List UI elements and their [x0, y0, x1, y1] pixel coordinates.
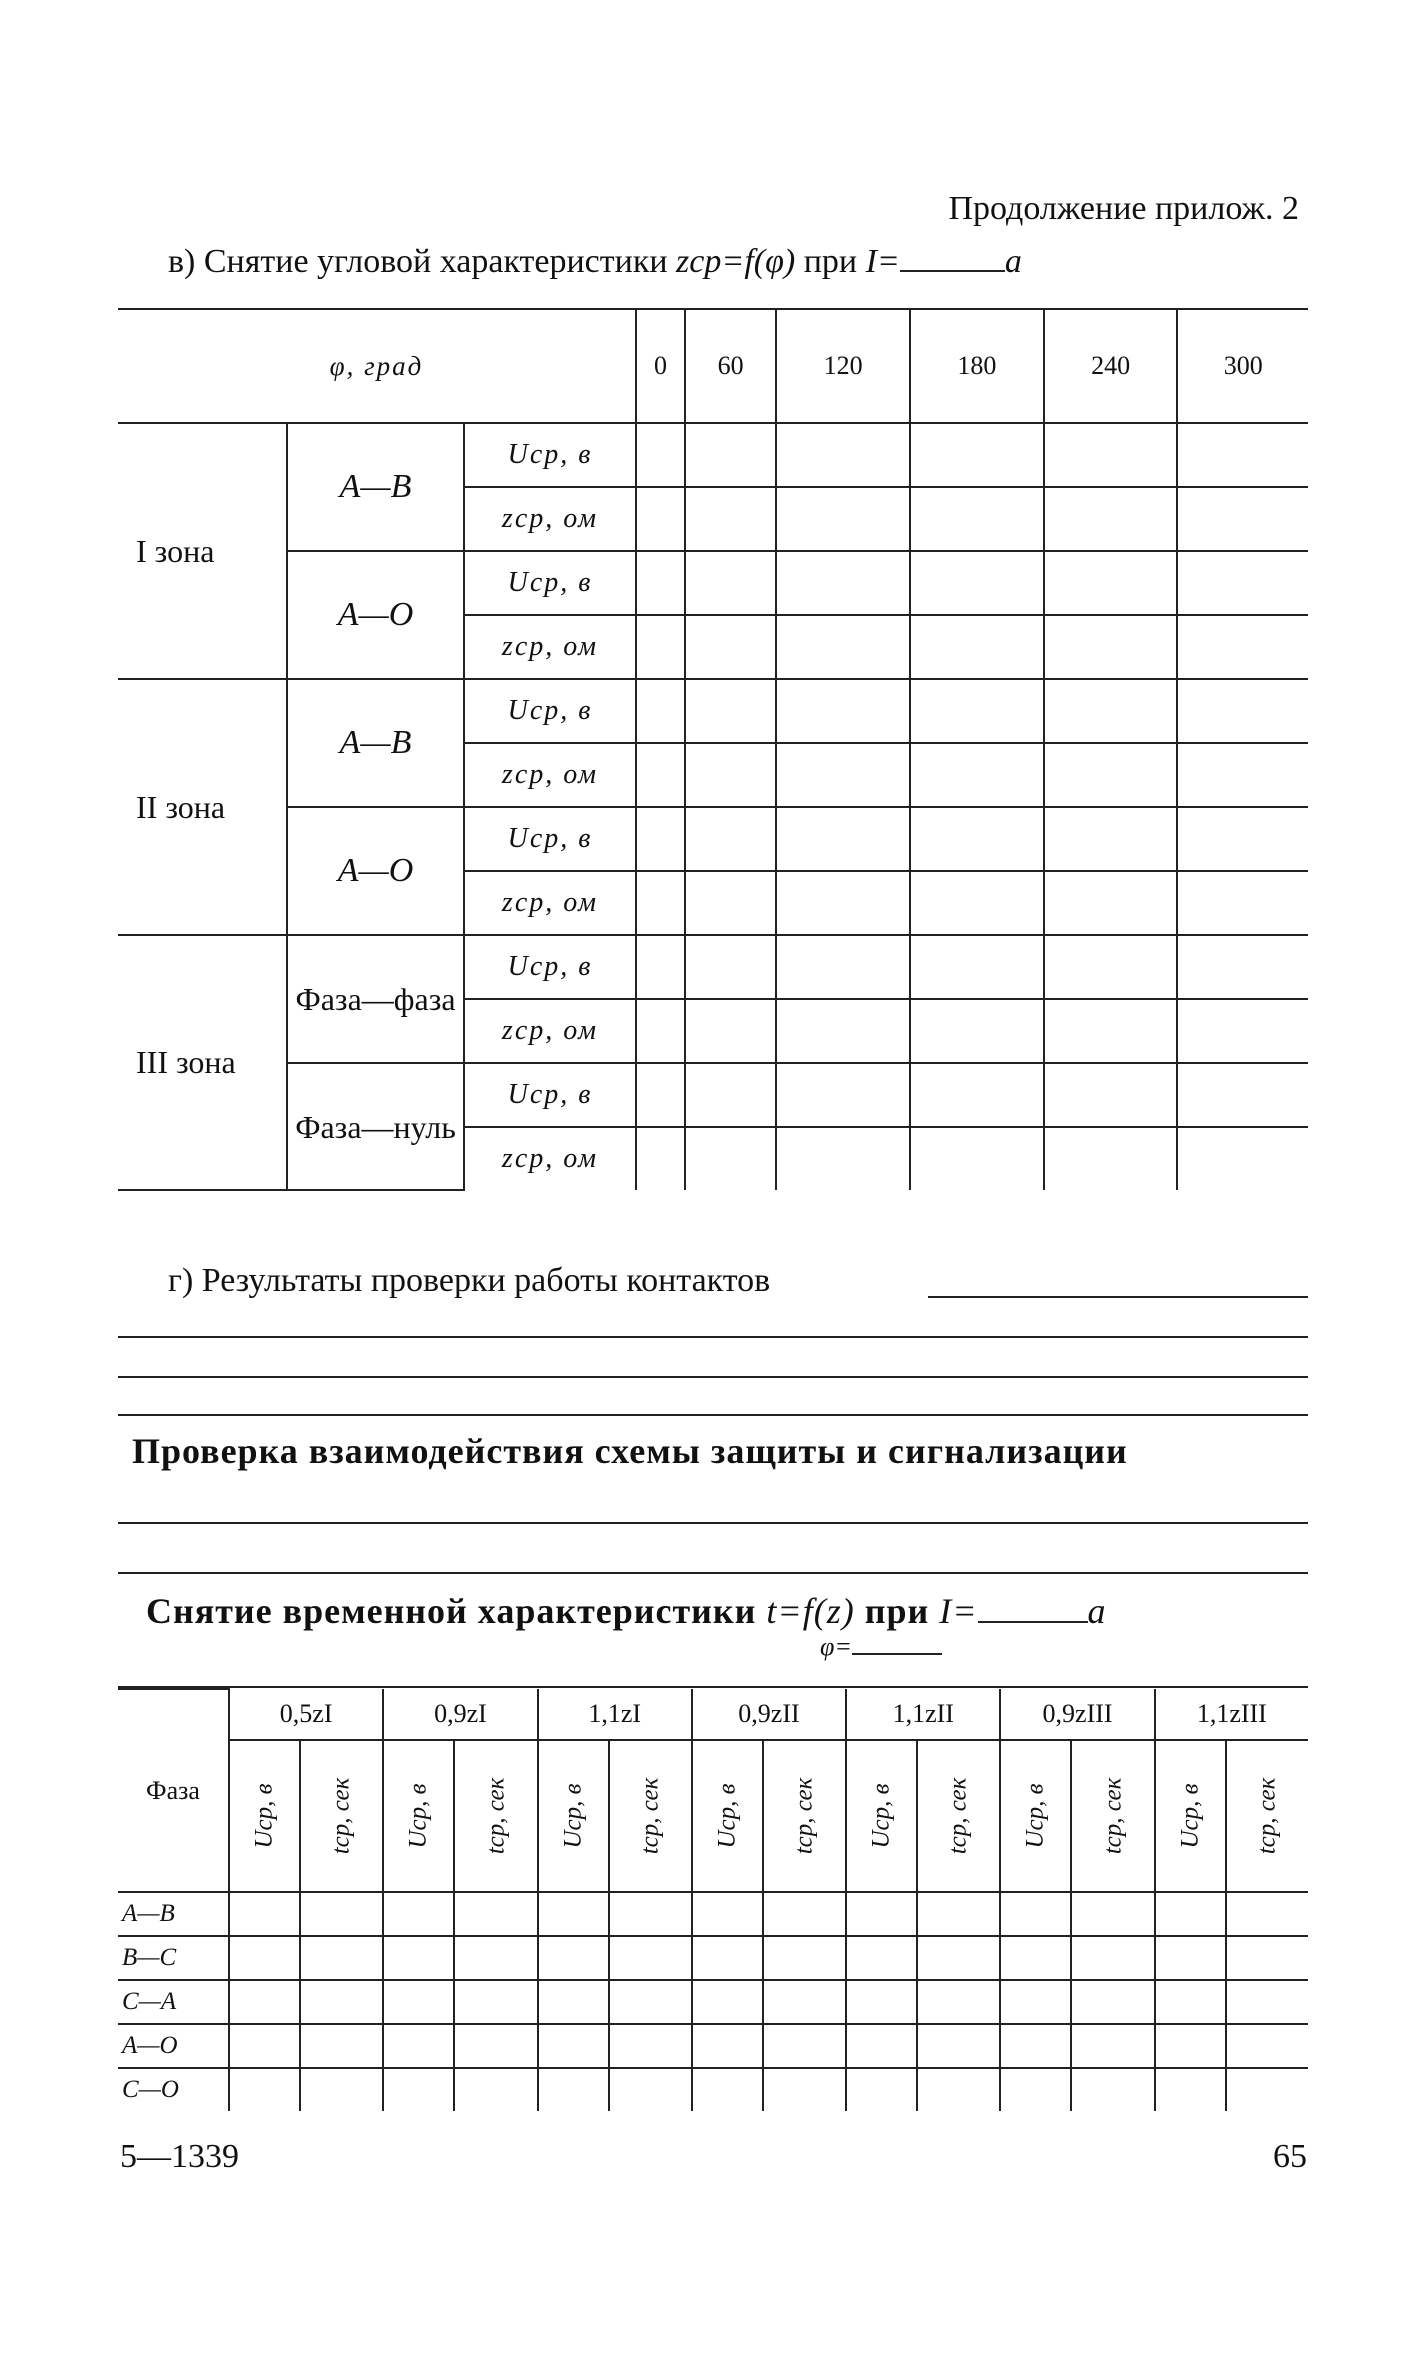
value-cell — [229, 2068, 300, 2111]
pair-label: A—B — [287, 423, 464, 551]
value-cell — [636, 871, 685, 935]
value-cell — [538, 1892, 609, 1936]
sub-header: tср, сек — [1099, 1777, 1127, 1855]
angle-header: 0 — [636, 310, 685, 423]
sub-header: Uср, в — [1176, 1783, 1204, 1849]
value-cell — [1044, 487, 1178, 551]
phase-header: Фаза — [118, 1689, 229, 1892]
value-cell — [692, 1892, 763, 1936]
value-cell — [1044, 1063, 1178, 1127]
value-cell — [1071, 1936, 1154, 1980]
value-cell — [609, 1980, 692, 2024]
value-cell — [1044, 935, 1178, 999]
sub-header: tср, сек — [636, 1777, 664, 1855]
value-cell — [229, 1936, 300, 1980]
value-cell — [1000, 2024, 1071, 2068]
value-cell — [1044, 999, 1178, 1063]
value-cell — [910, 423, 1044, 487]
value-cell — [763, 2024, 846, 2068]
value-cell — [685, 1127, 776, 1190]
value-cell — [776, 615, 910, 679]
value-cell — [685, 807, 776, 871]
value-cell — [454, 1936, 537, 1980]
value-cell — [917, 1892, 1000, 1936]
pair-label: A—B — [287, 679, 464, 807]
value-cell — [917, 2068, 1000, 2111]
value-cell — [910, 1127, 1044, 1190]
value-cell — [636, 743, 685, 807]
pair-label: Фаза—нуль — [287, 1063, 464, 1190]
value-cell — [1226, 1980, 1308, 2024]
value-cell — [636, 807, 685, 871]
quantity-label: Uср, в — [464, 679, 636, 743]
quantity-label: Uср, в — [464, 935, 636, 999]
value-cell — [1071, 2024, 1154, 2068]
value-cell — [763, 1892, 846, 1936]
value-cell — [685, 423, 776, 487]
value-cell — [1177, 999, 1308, 1063]
value-cell — [917, 1936, 1000, 1980]
value-cell — [1177, 871, 1308, 935]
value-cell — [636, 1127, 685, 1190]
angle-header: 240 — [1044, 310, 1178, 423]
angle-header: 60 — [685, 310, 776, 423]
sub-header: Uср, в — [250, 1783, 278, 1849]
group-header: 0,9zI — [383, 1689, 537, 1740]
value-cell — [1155, 1936, 1226, 1980]
value-cell — [300, 1892, 383, 1936]
value-cell — [776, 743, 910, 807]
pair-label: Фаза—фаза — [287, 935, 464, 1063]
value-cell — [776, 679, 910, 743]
value-cell — [229, 1892, 300, 1936]
quantity-label: zср, ом — [464, 487, 636, 551]
value-cell — [685, 551, 776, 615]
value-cell — [776, 1063, 910, 1127]
value-cell — [1044, 615, 1178, 679]
value-cell — [776, 871, 910, 935]
phase-label: A—O — [118, 2024, 229, 2068]
value-cell — [609, 2068, 692, 2111]
value-cell — [910, 999, 1044, 1063]
value-cell — [538, 1980, 609, 2024]
sub-header: Uср, в — [559, 1783, 587, 1849]
zone-label: III зона — [118, 935, 287, 1190]
value-cell — [454, 2024, 537, 2068]
value-cell — [1071, 2068, 1154, 2111]
quantity-label: Uср, в — [464, 1063, 636, 1127]
value-cell — [636, 615, 685, 679]
sub-header: tср, сек — [1253, 1777, 1281, 1855]
value-cell — [1177, 743, 1308, 807]
value-cell — [609, 1936, 692, 1980]
value-cell — [776, 807, 910, 871]
value-cell — [636, 551, 685, 615]
value-cell — [454, 1980, 537, 2024]
value-cell — [917, 2024, 1000, 2068]
value-cell — [1155, 2068, 1226, 2111]
value-cell — [636, 423, 685, 487]
value-cell — [1177, 807, 1308, 871]
value-cell — [776, 423, 910, 487]
value-cell — [763, 1936, 846, 1980]
group-header: 1,1zII — [846, 1689, 1000, 1740]
value-cell — [300, 1936, 383, 1980]
quantity-label: zср, ом — [464, 1127, 636, 1190]
group-header: 0,5zI — [229, 1689, 383, 1740]
value-cell — [383, 2068, 454, 2111]
value-cell — [1177, 615, 1308, 679]
value-cell — [383, 2024, 454, 2068]
quantity-label: zср, ом — [464, 743, 636, 807]
quantity-label: Uср, в — [464, 807, 636, 871]
section-d-title: г) Результаты проверки работы контактов — [168, 1262, 771, 1299]
value-cell — [636, 679, 685, 743]
value-cell — [1000, 1936, 1071, 1980]
angular-characteristic-table — [118, 310, 1308, 1191]
value-cell — [1044, 1127, 1178, 1190]
section-c-title: в) Снятие угловой характеристики zср=f(φ) при I= a — [168, 243, 1022, 280]
value-cell — [910, 871, 1044, 935]
value-cell — [763, 2068, 846, 2111]
quantity-label: zср, ом — [464, 871, 636, 935]
value-cell — [1226, 2024, 1308, 2068]
angle-header: 120 — [776, 310, 910, 423]
value-cell — [636, 1063, 685, 1127]
value-cell — [692, 2024, 763, 2068]
group-header: 1,1zIII — [1155, 1689, 1308, 1740]
phase-label: C—O — [118, 2068, 229, 2111]
quantity-label: Uср, в — [464, 551, 636, 615]
phi-field: φ= — [820, 1632, 942, 1662]
value-cell — [685, 615, 776, 679]
sub-header: tср, сек — [327, 1777, 355, 1855]
value-cell — [229, 1980, 300, 2024]
value-cell — [910, 935, 1044, 999]
value-cell — [383, 1892, 454, 1936]
value-cell — [776, 935, 910, 999]
zone-label: I зона — [118, 423, 287, 679]
time-char-title: Снятие временной характеристики t=f(z) при I= a — [146, 1591, 1107, 1631]
value-cell — [1155, 2024, 1226, 2068]
value-cell — [1000, 1892, 1071, 1936]
value-cell — [300, 2068, 383, 2111]
quantity-label: zср, ом — [464, 999, 636, 1063]
value-cell — [776, 1127, 910, 1190]
value-cell — [538, 2068, 609, 2111]
sub-header: Uср, в — [713, 1783, 741, 1849]
sub-header: tср, сек — [790, 1777, 818, 1855]
value-cell — [1177, 1063, 1308, 1127]
value-cell — [1071, 1892, 1154, 1936]
value-cell — [692, 1980, 763, 2024]
phi-header: φ, град — [118, 310, 636, 423]
value-cell — [763, 1980, 846, 2024]
formula: zср=f(φ) — [676, 243, 796, 280]
pair-label: A—O — [287, 551, 464, 679]
page-code: 5—1339 — [120, 2138, 239, 2175]
value-cell — [1177, 1127, 1308, 1190]
value-cell — [910, 679, 1044, 743]
value-cell — [776, 487, 910, 551]
zone-label: II зона — [118, 679, 287, 935]
sub-header: tср, сек — [481, 1777, 509, 1855]
phase-label: C—A — [118, 1980, 229, 2024]
page-number: 65 — [1273, 2138, 1307, 2175]
value-cell — [1226, 1892, 1308, 1936]
value-cell — [1044, 423, 1178, 487]
value-cell — [910, 615, 1044, 679]
value-cell — [685, 679, 776, 743]
value-cell — [776, 551, 910, 615]
value-cell — [1177, 935, 1308, 999]
value-cell — [846, 2068, 917, 2111]
value-cell — [1155, 1980, 1226, 2024]
value-cell — [1044, 807, 1178, 871]
value-cell — [1044, 743, 1178, 807]
value-cell — [685, 999, 776, 1063]
value-cell — [300, 2024, 383, 2068]
value-cell — [1044, 871, 1178, 935]
value-cell — [1000, 2068, 1071, 2111]
value-cell — [910, 743, 1044, 807]
group-header: 1,1zI — [538, 1689, 692, 1740]
value-cell — [910, 487, 1044, 551]
value-cell — [910, 1063, 1044, 1127]
value-cell — [1177, 487, 1308, 551]
time-characteristic-table — [118, 1688, 1308, 2111]
value-cell — [454, 1892, 537, 1936]
sub-header: Uср, в — [1021, 1783, 1049, 1849]
value-cell — [685, 487, 776, 551]
value-cell — [1177, 679, 1308, 743]
value-cell — [776, 999, 910, 1063]
value-cell — [910, 807, 1044, 871]
sub-header: Uср, в — [867, 1783, 895, 1849]
value-cell — [636, 935, 685, 999]
value-cell — [636, 487, 685, 551]
group-header: 0,9zIII — [1000, 1689, 1154, 1740]
pair-label: A—O — [287, 807, 464, 935]
value-cell — [538, 2024, 609, 2068]
angle-header: 300 — [1177, 310, 1308, 423]
value-cell — [1226, 1936, 1308, 1980]
value-cell — [692, 2068, 763, 2111]
phase-label: A—B — [118, 1892, 229, 1936]
value-cell — [685, 743, 776, 807]
value-cell — [910, 551, 1044, 615]
value-cell — [1177, 423, 1308, 487]
value-cell — [300, 1980, 383, 2024]
sub-header: Uср, в — [404, 1783, 432, 1849]
value-cell — [917, 1980, 1000, 2024]
value-cell — [609, 2024, 692, 2068]
value-cell — [609, 1892, 692, 1936]
value-cell — [685, 1063, 776, 1127]
value-cell — [846, 1936, 917, 1980]
value-cell — [1177, 551, 1308, 615]
value-cell — [685, 871, 776, 935]
value-cell — [692, 1936, 763, 1980]
value-cell — [1071, 1980, 1154, 2024]
quantity-label: zср, ом — [464, 615, 636, 679]
angle-header: 180 — [910, 310, 1044, 423]
value-cell — [1044, 679, 1178, 743]
phase-label: B—C — [118, 1936, 229, 1980]
group-header: 0,9zII — [692, 1689, 846, 1740]
value-cell — [846, 2024, 917, 2068]
continuation-note: Продолжение прилож. 2 — [948, 190, 1299, 227]
value-cell — [685, 935, 776, 999]
value-cell — [1155, 1892, 1226, 1936]
value-cell — [383, 1980, 454, 2024]
value-cell — [636, 999, 685, 1063]
value-cell — [1044, 551, 1178, 615]
value-cell — [454, 2068, 537, 2111]
sub-header: tср, сек — [944, 1777, 972, 1855]
value-cell — [1226, 2068, 1308, 2111]
value-cell — [1000, 1980, 1071, 2024]
value-cell — [383, 1936, 454, 1980]
value-cell — [846, 1892, 917, 1936]
value-cell — [229, 2024, 300, 2068]
value-cell — [846, 1980, 917, 2024]
interaction-title: Проверка взаимодействия схемы защиты и сигнализации — [132, 1431, 1128, 1471]
value-cell — [538, 1936, 609, 1980]
quantity-label: Uср, в — [464, 423, 636, 487]
